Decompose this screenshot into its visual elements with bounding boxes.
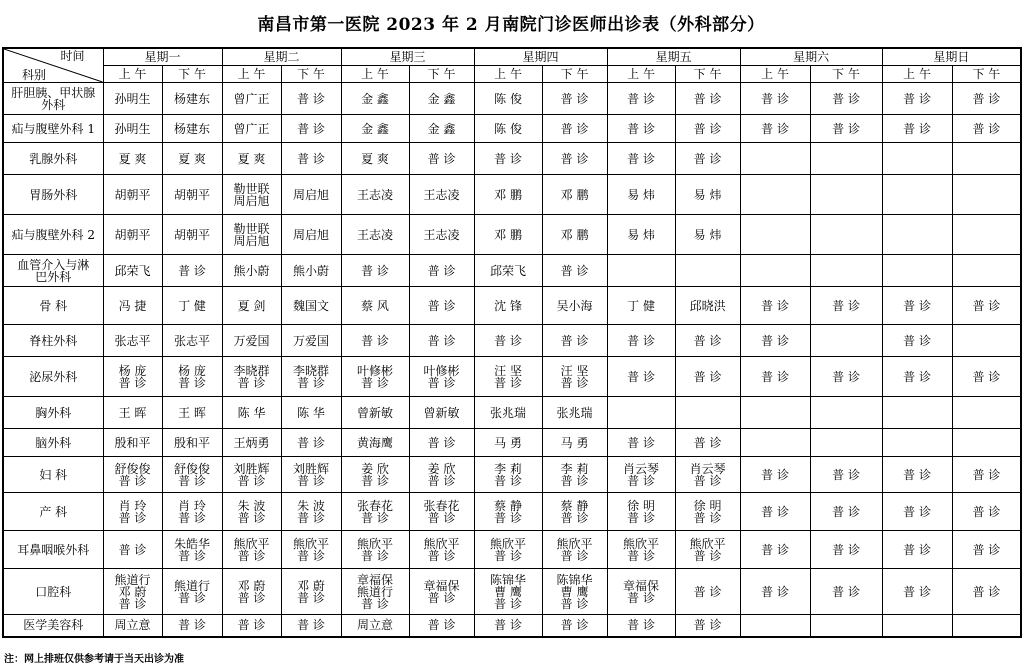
schedule-cell [952, 215, 1021, 255]
schedule-cell: 普 诊 [810, 357, 882, 397]
schedule-cell: 普 诊 [882, 115, 952, 143]
schedule-cell: 普 诊 [952, 457, 1021, 493]
schedule-cell [882, 175, 952, 215]
schedule-cell: 胡朝平 [162, 175, 222, 215]
schedule-cell: 王志凌 [341, 175, 409, 215]
afternoon-header: 下 午 [281, 66, 341, 83]
schedule-cell: 熊欣平 普 诊 [607, 531, 675, 569]
schedule-cell: 普 诊 [474, 143, 542, 175]
schedule-cell: 黄海鹰 [341, 429, 409, 457]
schedule-cell: 周启旭 [281, 215, 341, 255]
afternoon-header: 下 午 [162, 66, 222, 83]
schedule-cell: 马 勇 [542, 429, 607, 457]
schedule-cell: 普 诊 [952, 357, 1021, 397]
afternoon-header: 下 午 [409, 66, 474, 83]
schedule-cell [740, 175, 810, 215]
schedule-cell: 杨建东 [162, 115, 222, 143]
schedule-cell: 普 诊 [607, 429, 675, 457]
schedule-cell: 普 诊 [952, 115, 1021, 143]
schedule-cell: 杨 庞 普 诊 [103, 357, 162, 397]
table-row [3, 429, 1021, 457]
schedule-cell: 肖 玲 普 诊 [103, 493, 162, 531]
schedule-cell: 普 诊 [952, 83, 1021, 115]
schedule-cell: 夏 爽 [162, 143, 222, 175]
schedule-cell: 普 诊 [882, 569, 952, 615]
department-name: 妇 科 [3, 457, 103, 493]
schedule-cell [882, 143, 952, 175]
schedule-cell: 邓 鹏 [542, 215, 607, 255]
schedule-cell: 普 诊 [103, 531, 162, 569]
schedule-cell: 邱晓洪 [675, 287, 740, 325]
department-name: 疝与腹壁外科 1 [3, 115, 103, 143]
schedule-cell [882, 429, 952, 457]
schedule-cell: 普 诊 [882, 457, 952, 493]
schedule-cell: 熊欣平 普 诊 [222, 531, 281, 569]
schedule-cell: 普 诊 [740, 569, 810, 615]
schedule-cell: 叶修彬 普 诊 [341, 357, 409, 397]
department-name: 脊柱外科 [3, 325, 103, 357]
schedule-cell: 章福保 普 诊 [409, 569, 474, 615]
schedule-cell [740, 429, 810, 457]
dept-label: 科别 [22, 68, 47, 82]
schedule-cell: 王志凌 [409, 215, 474, 255]
schedule-cell: 夏 爽 [341, 143, 409, 175]
schedule-cell: 张志平 [103, 325, 162, 357]
schedule-cell: 普 诊 [882, 531, 952, 569]
schedule-cell: 熊欣平 普 诊 [409, 531, 474, 569]
schedule-cell [607, 397, 675, 429]
schedule-cell: 王 晖 [103, 397, 162, 429]
day-header: 星期一 [103, 48, 222, 66]
schedule-cell: 熊道行 普 诊 [162, 569, 222, 615]
schedule-cell: 李晓群 普 诊 [281, 357, 341, 397]
schedule-cell: 普 诊 [675, 325, 740, 357]
schedule-cell: 普 诊 [607, 143, 675, 175]
schedule-cell [675, 397, 740, 429]
schedule-cell: 熊小蔚 [281, 255, 341, 287]
schedule-cell: 普 诊 [607, 325, 675, 357]
schedule-cell: 胡朝平 [162, 215, 222, 255]
schedule-cell: 普 诊 [810, 457, 882, 493]
table-row [3, 83, 1021, 115]
schedule-cell: 陈 俊 [474, 83, 542, 115]
schedule-cell: 张春花 普 诊 [341, 493, 409, 531]
schedule-cell: 陈 华 [222, 397, 281, 429]
schedule-cell: 冯 捷 [103, 287, 162, 325]
schedule-cell: 蔡 静 普 诊 [474, 493, 542, 531]
footer-note: 注：网上排班仅供参考请于当天出诊为准 [4, 654, 184, 665]
time-label: 时间 [60, 49, 85, 63]
schedule-cell: 普 诊 [882, 493, 952, 531]
schedule-cell: 周启旭 [281, 175, 341, 215]
schedule-cell: 普 诊 [952, 493, 1021, 531]
schedule-cell [740, 215, 810, 255]
schedule-cell: 章福保 普 诊 [607, 569, 675, 615]
schedule-cell: 邓 蔚 普 诊 [281, 569, 341, 615]
table-row [3, 255, 1021, 287]
schedule-cell: 王 晖 [162, 397, 222, 429]
table-row [3, 615, 1021, 637]
schedule-cell: 普 诊 [281, 115, 341, 143]
schedule-cell: 普 诊 [952, 531, 1021, 569]
schedule-cell: 易 炜 [675, 175, 740, 215]
department-name: 耳鼻咽喉外科 [3, 531, 103, 569]
table-row [3, 143, 1021, 175]
schedule-cell: 普 诊 [542, 83, 607, 115]
schedule-cell: 普 诊 [675, 143, 740, 175]
morning-header: 上 午 [341, 66, 409, 83]
schedule-cell: 普 诊 [542, 143, 607, 175]
schedule-cell: 姜 欣 普 诊 [409, 457, 474, 493]
schedule-cell: 普 诊 [740, 115, 810, 143]
page-title: 南昌市第一医院 2023 年 2 月南院门诊医师出诊表（外科部分） [257, 15, 765, 35]
schedule-cell: 胡朝平 [103, 215, 162, 255]
schedule-cell [740, 397, 810, 429]
department-name: 疝与腹壁外科 2 [3, 215, 103, 255]
schedule-cell: 普 诊 [607, 615, 675, 637]
schedule-cell [882, 615, 952, 637]
schedule-cell [882, 255, 952, 287]
schedule-cell: 汪 坚 普 诊 [542, 357, 607, 397]
schedule-cell: 普 诊 [409, 287, 474, 325]
schedule-cell: 徐 明 普 诊 [675, 493, 740, 531]
schedule-cell: 普 诊 [675, 569, 740, 615]
schedule-cell: 汪 坚 普 诊 [474, 357, 542, 397]
schedule-cell: 刘胜辉 普 诊 [281, 457, 341, 493]
schedule-cell: 熊欣平 普 诊 [281, 531, 341, 569]
schedule-cell: 普 诊 [222, 615, 281, 637]
schedule-cell [607, 255, 675, 287]
schedule-cell: 邓 蔚 普 诊 [222, 569, 281, 615]
schedule-cell: 陈锦华 曹 鹰 普 诊 [474, 569, 542, 615]
schedule-cell [810, 215, 882, 255]
schedule-cell: 普 诊 [409, 255, 474, 287]
schedule-cell: 普 诊 [675, 83, 740, 115]
schedule-cell: 普 诊 [281, 143, 341, 175]
schedule-cell [810, 175, 882, 215]
department-name: 产 科 [3, 493, 103, 531]
department-name: 肝胆胰、甲状腺 外科 [3, 83, 103, 115]
schedule-cell: 夏 爽 [222, 143, 281, 175]
schedule-cell: 普 诊 [607, 115, 675, 143]
schedule-cell: 曾新敏 [409, 397, 474, 429]
schedule-cell: 曾广正 [222, 83, 281, 115]
schedule-cell: 张兆瑞 [542, 397, 607, 429]
schedule-cell [810, 615, 882, 637]
schedule-cell: 丁 健 [607, 287, 675, 325]
schedule-cell: 万爱国 [222, 325, 281, 357]
table-row [3, 115, 1021, 143]
department-name: 脑外科 [3, 429, 103, 457]
department-name: 胃肠外科 [3, 175, 103, 215]
department-name: 口腔科 [3, 569, 103, 615]
schedule-cell: 熊欣平 普 诊 [474, 531, 542, 569]
schedule-cell: 张春花 普 诊 [409, 493, 474, 531]
schedule-cell: 普 诊 [810, 493, 882, 531]
schedule-cell [952, 615, 1021, 637]
schedule-cell: 夏 爽 [103, 143, 162, 175]
half-day-header-row [3, 66, 1021, 83]
department-name: 医学美容科 [3, 615, 103, 637]
schedule-cell: 普 诊 [542, 325, 607, 357]
schedule-cell: 熊欣平 普 诊 [341, 531, 409, 569]
schedule-cell: 熊道行 邓 蔚 普 诊 [103, 569, 162, 615]
schedule-cell: 殷和平 [103, 429, 162, 457]
corner-header [3, 48, 103, 83]
schedule-cell: 肖 玲 普 诊 [162, 493, 222, 531]
afternoon-header: 下 午 [952, 66, 1021, 83]
schedule-cell: 普 诊 [952, 287, 1021, 325]
morning-header: 上 午 [222, 66, 281, 83]
schedule-cell: 马 勇 [474, 429, 542, 457]
table-row [3, 215, 1021, 255]
schedule-cell: 普 诊 [474, 615, 542, 637]
schedule-cell: 肖云琴 普 诊 [607, 457, 675, 493]
schedule-cell: 胡朝平 [103, 175, 162, 215]
schedule-cell: 普 诊 [952, 569, 1021, 615]
schedule-cell: 舒俊俊 普 诊 [162, 457, 222, 493]
schedule-cell: 普 诊 [882, 357, 952, 397]
schedule-cell: 普 诊 [162, 615, 222, 637]
schedule-cell: 陈 华 [281, 397, 341, 429]
schedule-cell: 普 诊 [740, 531, 810, 569]
schedule-cell: 普 诊 [474, 325, 542, 357]
schedule-cell [740, 143, 810, 175]
morning-header: 上 午 [882, 66, 952, 83]
schedule-cell: 普 诊 [409, 429, 474, 457]
schedule-cell [952, 255, 1021, 287]
schedule-cell: 金 鑫 [341, 115, 409, 143]
schedule-cell: 曾广正 [222, 115, 281, 143]
schedule-cell: 徐 明 普 诊 [607, 493, 675, 531]
schedule-cell: 孙明生 [103, 115, 162, 143]
schedule-cell: 普 诊 [810, 115, 882, 143]
schedule-cell: 普 诊 [607, 83, 675, 115]
morning-header: 上 午 [103, 66, 162, 83]
table-row [3, 325, 1021, 357]
schedule-cell: 普 诊 [409, 325, 474, 357]
schedule-cell: 普 诊 [281, 429, 341, 457]
department-name: 乳腺外科 [3, 143, 103, 175]
afternoon-header: 下 午 [675, 66, 740, 83]
schedule-cell: 普 诊 [740, 83, 810, 115]
schedule-cell: 普 诊 [341, 325, 409, 357]
schedule-cell [740, 255, 810, 287]
schedule-cell: 邱荣飞 [474, 255, 542, 287]
schedule-cell: 舒俊俊 普 诊 [103, 457, 162, 493]
schedule-cell [952, 175, 1021, 215]
table-row [3, 457, 1021, 493]
department-name: 血管介入与淋 巴外科 [3, 255, 103, 287]
schedule-cell: 陈 俊 [474, 115, 542, 143]
schedule-cell: 普 诊 [542, 115, 607, 143]
schedule-cell [952, 397, 1021, 429]
schedule-cell: 普 诊 [740, 457, 810, 493]
day-header: 星期五 [607, 48, 740, 66]
schedule-cell: 勒世联 周启旭 [222, 175, 281, 215]
schedule-cell: 邓 鹏 [474, 215, 542, 255]
department-name: 泌尿外科 [3, 357, 103, 397]
schedule-cell: 朱 波 普 诊 [281, 493, 341, 531]
schedule-cell [952, 429, 1021, 457]
schedule-cell: 普 诊 [341, 255, 409, 287]
schedule-cell: 普 诊 [740, 287, 810, 325]
table-row [3, 357, 1021, 397]
schedule-cell: 普 诊 [810, 569, 882, 615]
schedule-cell: 吴小海 [542, 287, 607, 325]
schedule-cell: 刘胜辉 普 诊 [222, 457, 281, 493]
schedule-cell [810, 429, 882, 457]
schedule-cell: 普 诊 [740, 493, 810, 531]
morning-header: 上 午 [607, 66, 675, 83]
schedule-cell: 邓 鹏 [542, 175, 607, 215]
morning-header: 上 午 [740, 66, 810, 83]
table-row [3, 493, 1021, 531]
schedule-cell [810, 143, 882, 175]
day-header: 星期日 [882, 48, 1021, 66]
day-header: 星期四 [474, 48, 607, 66]
table-row [3, 397, 1021, 429]
schedule-cell: 周立意 [103, 615, 162, 637]
schedule-cell: 李晓群 普 诊 [222, 357, 281, 397]
schedule-cell: 张志平 [162, 325, 222, 357]
schedule-cell: 朱皓华 普 诊 [162, 531, 222, 569]
diagonal-line [4, 49, 103, 82]
schedule-cell: 魏国文 [281, 287, 341, 325]
schedule-cell [740, 615, 810, 637]
schedule-cell: 普 诊 [810, 83, 882, 115]
afternoon-header: 下 午 [542, 66, 607, 83]
schedule-cell: 普 诊 [810, 531, 882, 569]
schedule-cell: 金 鑫 [409, 83, 474, 115]
schedule-cell: 蔡 静 普 诊 [542, 493, 607, 531]
schedule-cell: 张兆瑞 [474, 397, 542, 429]
schedule-cell: 熊欣平 普 诊 [542, 531, 607, 569]
schedule-cell: 普 诊 [740, 357, 810, 397]
schedule-cell: 王志凌 [409, 175, 474, 215]
table-row [3, 569, 1021, 615]
schedule-cell: 蔡 风 [341, 287, 409, 325]
schedule-cell: 普 诊 [409, 615, 474, 637]
schedule-cell: 普 诊 [882, 83, 952, 115]
schedule-cell: 普 诊 [675, 115, 740, 143]
schedule-cell [952, 143, 1021, 175]
schedule-cell: 普 诊 [882, 325, 952, 357]
schedule-cell: 杨 庞 普 诊 [162, 357, 222, 397]
afternoon-header: 下 午 [810, 66, 882, 83]
schedule-cell [810, 397, 882, 429]
department-name: 骨 科 [3, 287, 103, 325]
schedule-cell [882, 215, 952, 255]
schedule-cell: 王炳勇 [222, 429, 281, 457]
schedule-cell: 易 炜 [675, 215, 740, 255]
schedule-cell [675, 255, 740, 287]
schedule-cell: 熊小蔚 [222, 255, 281, 287]
schedule-cell: 普 诊 [542, 255, 607, 287]
schedule-cell: 普 诊 [281, 615, 341, 637]
schedule-cell: 金 鑫 [409, 115, 474, 143]
schedule-cell: 普 诊 [281, 83, 341, 115]
schedule-cell: 普 诊 [675, 357, 740, 397]
schedule-cell: 章福保 熊道行 普 诊 [341, 569, 409, 615]
schedule-cell: 勒世联 周启旭 [222, 215, 281, 255]
schedule-cell [882, 397, 952, 429]
schedule-cell: 易 炜 [607, 175, 675, 215]
schedule-cell: 曾新敏 [341, 397, 409, 429]
table-row [3, 287, 1021, 325]
day-header: 星期二 [222, 48, 341, 66]
schedule-cell: 普 诊 [740, 325, 810, 357]
schedule-cell: 邓 鹏 [474, 175, 542, 215]
schedule-cell: 普 诊 [607, 357, 675, 397]
schedule-cell: 李 莉 普 诊 [542, 457, 607, 493]
morning-header: 上 午 [474, 66, 542, 83]
schedule-cell: 陈锦华 曹 鹰 普 诊 [542, 569, 607, 615]
schedule-cell: 普 诊 [675, 615, 740, 637]
schedule-table [2, 47, 1022, 638]
schedule-cell: 王志凌 [341, 215, 409, 255]
schedule-cell: 杨建东 [162, 83, 222, 115]
schedule-cell: 孙明生 [103, 83, 162, 115]
schedule-cell: 普 诊 [542, 615, 607, 637]
schedule-cell: 丁 健 [162, 287, 222, 325]
schedule-cell: 普 诊 [675, 429, 740, 457]
schedule-cell: 熊欣平 普 诊 [675, 531, 740, 569]
schedule-cell: 沈 锋 [474, 287, 542, 325]
schedule-cell: 邱荣飞 [103, 255, 162, 287]
schedule-cell: 殷和平 [162, 429, 222, 457]
schedule-body [3, 83, 1021, 637]
schedule-cell: 姜 欣 普 诊 [341, 457, 409, 493]
schedule-cell [810, 325, 882, 357]
schedule-cell: 肖云琴 普 诊 [675, 457, 740, 493]
schedule-cell: 朱 波 普 诊 [222, 493, 281, 531]
schedule-cell: 普 诊 [810, 287, 882, 325]
table-row [3, 175, 1021, 215]
schedule-cell: 周立意 [341, 615, 409, 637]
schedule-cell: 易 炜 [607, 215, 675, 255]
schedule-cell: 李 莉 普 诊 [474, 457, 542, 493]
schedule-cell: 普 诊 [409, 143, 474, 175]
schedule-cell [952, 325, 1021, 357]
schedule-cell: 普 诊 [162, 255, 222, 287]
schedule-cell [810, 255, 882, 287]
day-header: 星期六 [740, 48, 882, 66]
table-row [3, 531, 1021, 569]
day-header: 星期三 [341, 48, 474, 66]
department-name: 胸外科 [3, 397, 103, 429]
schedule-cell: 叶修彬 普 诊 [409, 357, 474, 397]
schedule-cell: 夏 剑 [222, 287, 281, 325]
schedule-cell: 普 诊 [882, 287, 952, 325]
schedule-cell: 万爱国 [281, 325, 341, 357]
schedule-cell: 金 鑫 [341, 83, 409, 115]
